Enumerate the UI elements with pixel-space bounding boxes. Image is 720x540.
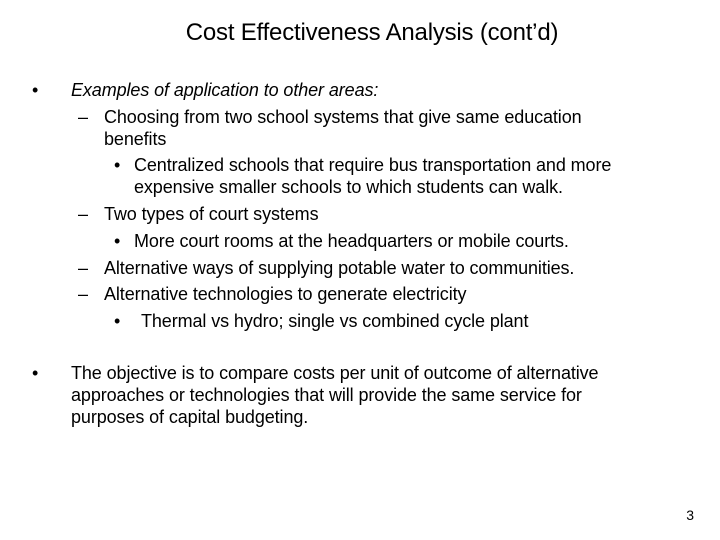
subsubitem-centralized-line2: expensive smaller schools to which students can walk.	[134, 177, 563, 197]
bullet-heading-examples: Examples of application to other areas:	[71, 80, 379, 100]
bullet-marker: •	[114, 155, 121, 175]
subsubitem-thermal-hydro: Thermal vs hydro; single vs combined cycle plant	[141, 311, 529, 331]
bullet-marker: •	[32, 80, 39, 100]
bullet-marker: •	[32, 363, 39, 383]
dash-marker: –	[78, 204, 89, 224]
dash-marker: –	[78, 107, 89, 127]
page-number: 3	[686, 507, 694, 523]
slide-title: Cost Effectiveness Analysis (cont’d)	[185, 19, 559, 46]
subitem-potable-water: Alternative ways of supplying potable water to communities.	[104, 258, 575, 278]
subitem-school-systems-line1: Choosing from two school systems that give same education	[104, 107, 582, 127]
dash-marker: –	[78, 258, 89, 278]
bullet-objective-line2: approaches or technologies that will provide the same service for	[71, 385, 582, 405]
subsubitem-court-rooms: More court rooms at the headquarters or mobile courts.	[134, 231, 569, 251]
subitem-school-systems-line2: benefits	[104, 129, 167, 149]
bullet-objective-line1: The objective is to compare costs per unit of outcome of alternative	[71, 363, 599, 383]
bullet-objective-line3: purposes of capital budgeting.	[71, 407, 309, 427]
bullet-marker: •	[114, 311, 121, 331]
subitem-court-systems: Two types of court systems	[104, 204, 319, 224]
bullet-marker: •	[114, 231, 121, 251]
subitem-electricity: Alternative technologies to generate electricity	[104, 284, 467, 304]
dash-marker: –	[78, 284, 89, 304]
subsubitem-centralized-line1: Centralized schools that require bus transportation and more	[134, 155, 612, 175]
